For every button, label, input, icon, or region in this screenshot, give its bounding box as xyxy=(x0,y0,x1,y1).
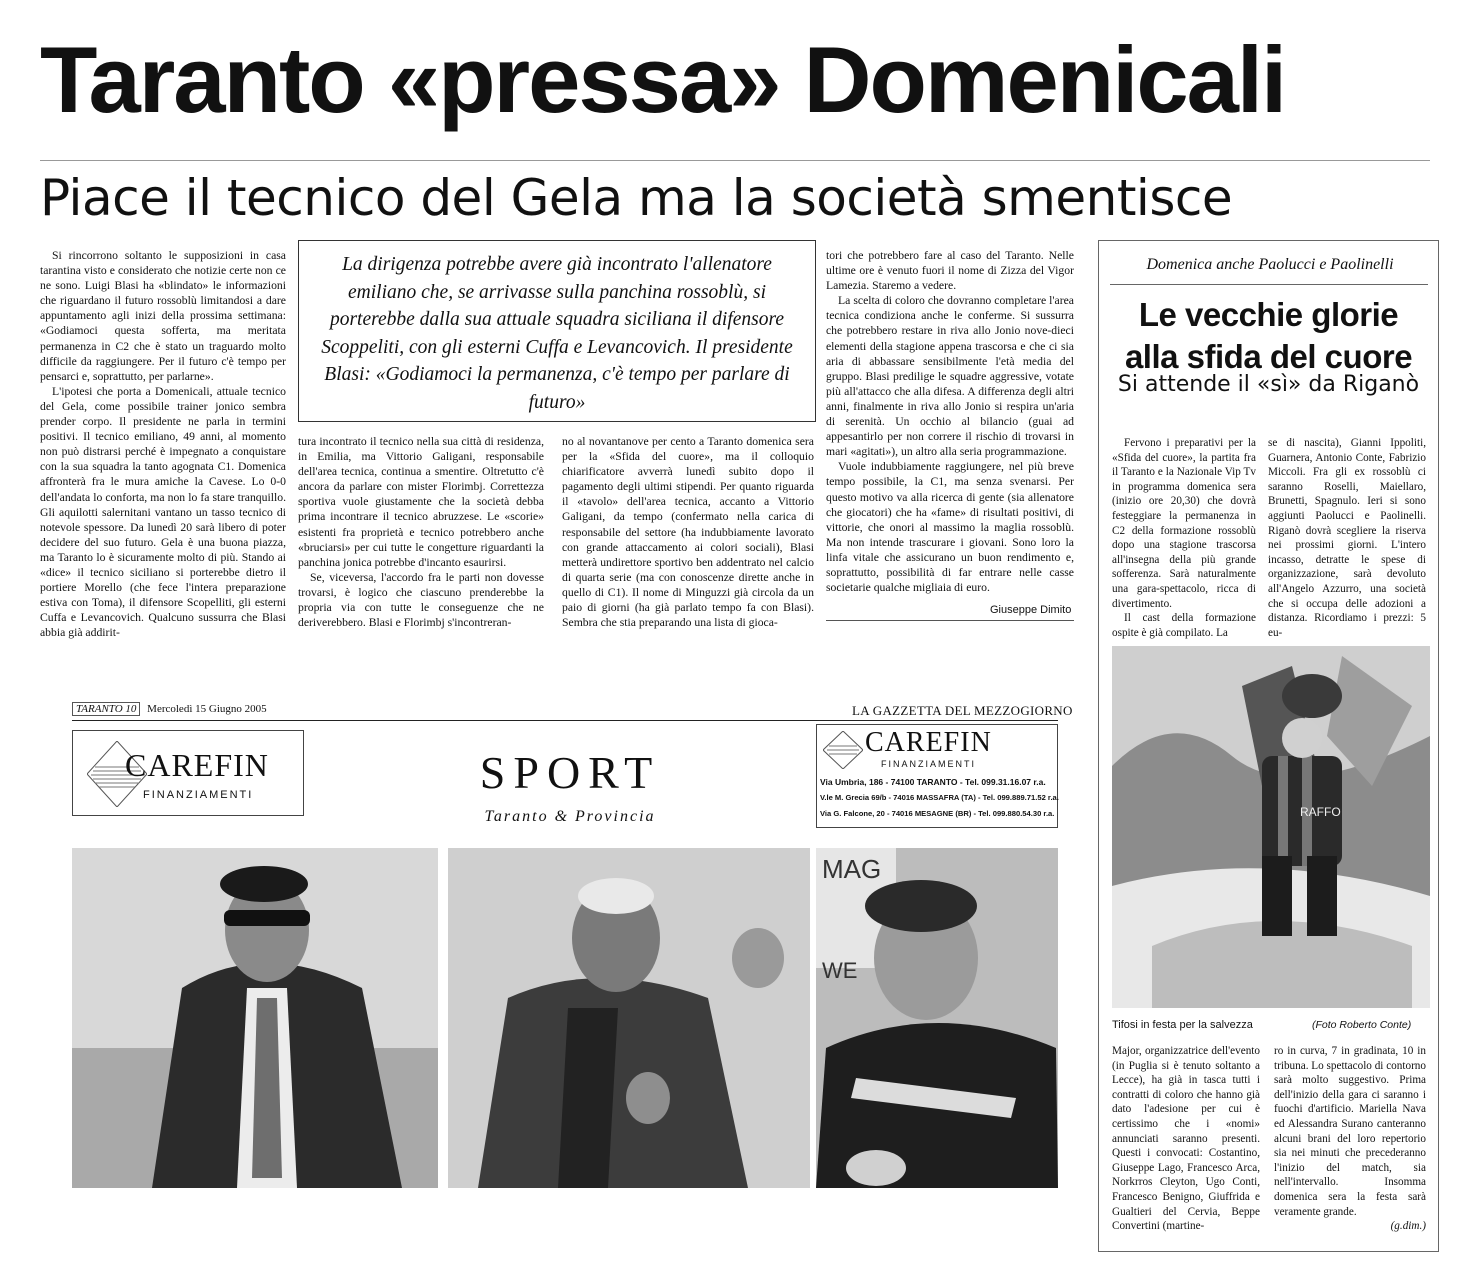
paragraph: no al novantanove per cento a Taranto domenica sera per la «Sfida del cuore», ma il colloquio chiarificatore avverrà lunedì subito dopo il pagamento degli ultimi stipendi. Per quanto riguarda il «tavolo» dell'area tecnica, accanto a Vittorio Galigani, da tempo (confermato nella carica di responsabile del settore (ha indubbiamente lavorato con grande attaccamento ai colori sociali), Blasi metterà undirettore sportivo ben addentrato nel calcio di quarta serie (ma con conoscenze dirette anche in quello di C1). Il nome di Minguzzi già circola da un paio di giorni (ha già parlato tempo fa con Blasi). Sembra che stia preparando una lista di gioca- xyxy=(562,435,814,630)
paragraph: La scelta di coloro che dovranno completare l'area tecnica condiziona anche le conferme. Si sussurra che potrebbero restare in riva allo Jonio nove-dieci elementi della stagione appena trascorsa e che ci sia aria di abbassare sensibilmente l'età media del gruppo. Blasi predilige le squadre aggressive, votate più all'attacco che alla difesa. A differenza degli altri anni, finalmente in riva allo Jonio si respira un'aria di serenità. Un occhio al bilancio (guai ad appesantirlo per non correre il rischio di trovarsi in mari «agitati»), un altro alla seria programmazione. xyxy=(826,294,1074,459)
manager-photo xyxy=(72,848,438,1188)
manager-photo-illustration xyxy=(72,848,438,1188)
carefin-ad-right xyxy=(816,724,1058,828)
byline: Giuseppe Dimito xyxy=(990,604,1072,616)
carefin-sub: FINANZIAMENTI xyxy=(143,789,254,801)
headline: Taranto «pressa» Domenicali xyxy=(40,27,1286,132)
pull-quote xyxy=(298,240,816,422)
fans-photo-illustration xyxy=(1112,646,1430,1008)
section-label: TARANTO 10 xyxy=(72,702,140,716)
carefin-brand: CAREFIN xyxy=(865,727,992,758)
paragraph: Fervono i preparativi per la «Sfida del cuore», la partita fra il Taranto e la Nazionale Vip Tv in programma domenica sera (inizio ore 20,30) che dovrà festeggiare la permanenza in C2 della formazione rossoblù dopo una stagione trascorsa all'insegna della più grande sofferenza. Sarà naturalmente una gara-spettacolo, ricca di divertimento. xyxy=(1112,437,1256,610)
sidebar-subtitle: Si attende il «sì» da Riganò xyxy=(1117,372,1420,397)
paragraph: ro in curva, 7 in gradinata, 10 in tribuna. Lo spettacolo di contorno sarà molto suggestivo. Prima dell'inizio della gara ci saranno i fuochi d'artificio. Mariella Nava ed Alessandra Surano canteranno alcuni brani del loro repertorio sia nei minuti che precederanno l'inizio del match, sia nell'intervallo. Insomma domenica sera la festa sarà veramente grande. xyxy=(1274,1045,1426,1218)
director-photo-illustration xyxy=(448,848,810,1188)
photo-credit: (Foto Roberto Conte) xyxy=(1312,1019,1412,1031)
signature: (g.dim.) xyxy=(1390,1220,1426,1233)
paragraph: Major, organizzatrice dell'evento (in Puglia si è tenuto soltanto a Lecce), ha già in tasca tutti i contratti di coloro che hanno già dato l'adesione per cui è certissimo che i «nomi» annunciati saranno presenti. Questi i convocati: Costantino, Giuseppe Lago, Francesco Arca, Norkrros Cleyton, Ugo Conti, Francesco Benigno, Giuffrida e Gualtieri del Cervia, Beppe Convertini (martine- xyxy=(1112,1045,1260,1233)
article-column-2 xyxy=(298,434,544,630)
sport-title: SPORT xyxy=(479,747,661,798)
subheadline: Piace il tecnico del Gela ma la società smentisce xyxy=(40,169,1233,227)
sidebar-column-b xyxy=(1268,436,1426,640)
jersey-text: RAFFO xyxy=(1300,805,1341,819)
article-column-4 xyxy=(826,248,1074,595)
carefin-sub: FINANZIAMENTI xyxy=(881,759,976,769)
ad-address-line: Via Umbria, 186 - 74100 TARANTO - Tel. 099.31.16.07 r.a. xyxy=(820,777,1046,787)
sidebar-title xyxy=(1100,294,1437,378)
carefin-brand: CAREFIN xyxy=(125,747,269,783)
sport-subtitle: Taranto & Provincia xyxy=(484,808,656,825)
paragraph: Vuole indubbiamente raggiungere, nel più breve tempo possibile, la C1, ma senza svenarsi. Per questo motivo va alla ricerca di gente (sia allenatore che giocatori) che ha «fame» di risultati positivi, di vittorie, che onori al massimo la maglia rossoblù. Ma non intende trascurare i giovani. Sono loro la linfa vitale che assicurano un buon rendimento e, soprattutto, possibilità di far entrare nelle casse societarie qualche migliaia di euro. xyxy=(826,460,1074,595)
page-date: Mercoledì 15 Giugno 2005 xyxy=(147,703,267,715)
pull-quote-text: La dirigenza potrebbe avere già incontrato l'allenatore emiliano che, se arrivasse sulla panchina rossoblù, si porterebbe dalla sua attuale squadra siciliana il difensore Scoppeliti, con gli esterni Cuffa e Levancovich. Il presidente Blasi: «Godiamoci la permanenza, c'è tempo per parlare di futuro» xyxy=(321,254,793,413)
sidebar-column-c xyxy=(1112,1044,1260,1234)
page-header xyxy=(72,703,267,715)
fans-photo xyxy=(1112,646,1430,1008)
sidebar-kicker-rule xyxy=(1110,284,1428,285)
paragraph: L'ipotesi che porta a Domenicali, attuale tecnico del Gela, come possibile trainer jonico sembra prender corpo. Il presidente ne parla in termini positivi. Il tecnico emiliano, 49 anni, al momento non può distrarsi perché è impegnato a conquistare con la sua squadra la tanto agognata C1. Domenica affronterà fra le mura amiche la Cavese. Lo 0-0 dell'andata lo conforta, ma non lo fa stare tranquillo. Gli aquilotti salernitani vantano un tasso tecnico di notevole spessore. Da lunedì 20 sarà libero di poter decidere del suo futuro. Gela è una buona piazza, ma Taranto lo è sicuramente molto di più. Stando ai «dice» il tecnico siciliano si porterebbe dietro il portiere Morello (che fece l'intera preparazione estiva con Toma), il difensore Scopelliti, gli esterni Cuffa e Levancovich. Qualcuno sussurra che Blasi abbia già addirit- xyxy=(40,384,286,640)
sidebar-column-a xyxy=(1112,436,1256,640)
article-column-1 xyxy=(40,248,286,640)
paragraph: se di nascita), Gianni Ippoliti, Guarnera, Antonio Conte, Fabrizio Miccoli. Fra gli ex rossoblù ci saranno Roselli, Maiellaro, Brunetti, Spagnulo. Ieri si sono aggiunti Paolucci e Paolinelli. Riganò dovrà scegliere la riserva nei prossimi giorni. L'intero incasso, detratte le spese di organizzazione, sarà devoluto all'Angelo Azzurro, una società che si occupa delle adozioni a distanza. Ricordiamo i prezzi: 5 eu- xyxy=(1268,437,1426,639)
player-photo xyxy=(816,848,1058,1188)
player-photo-illustration xyxy=(816,848,1058,1188)
paragraph: tori che potrebbero fare al caso del Taranto. Nelle ultime ore è venuto fuori il nome di Zizza del Vigor Lamezia. Staremo a vedere. xyxy=(826,249,1074,293)
byline-rule xyxy=(826,620,1074,621)
page-header-rule xyxy=(72,720,1058,721)
sidebar-title-line: Le vecchie glorie xyxy=(1138,296,1399,333)
background-sign-text: MAG xyxy=(822,854,882,884)
paragraph: Si rincorrono soltanto le supposizioni in casa tarantina visto e considerato che notizie certe non ce ne sono. Luigi Blasi ha «blindato» le informazioni che riguardano il futuro rossoblù limitandosi a dare appuntamento agli inizi della prossima settimana: «Godiamoci questa sofferta, ma meritata permanenza in C2 che è stato un traguardo molto difficile da raggiungere. Per il futuro c'è tempo per pensarci e, soprattutto, per parlarne». xyxy=(40,249,286,383)
headline-rule xyxy=(40,160,1430,161)
carefin-ad-left xyxy=(72,730,304,816)
paragraph: tura incontrato il tecnico nella sua città di residenza, in Emilia, ma Vittorio Galigani, responsabile dell'area tecnica, continua a smentire. Oltretutto c'è ancora da parlare con mister Florimbj. Correttezza sportiva vuole giustamente che la società debba prima incontrare il tecnico abruzzese. Le «scorie» esistenti fra proprietà e tecnico potrebbero anche «bruciarsi» per cui tutte le congetture riguardanti la panchina jonica potrebbe d'incanto esaurirsi. xyxy=(298,435,544,569)
ad-address-line: V.le M. Grecia 69/b - 74016 MASSAFRA (TA) - Tel. 099.889.71.52 r.a. xyxy=(820,793,1059,802)
sidebar-column-d xyxy=(1274,1044,1426,1234)
article-column-3 xyxy=(562,434,814,630)
carefin-logo-icon xyxy=(823,731,863,769)
sidebar-kicker: Domenica anche Paolucci e Paolinelli xyxy=(1146,256,1394,273)
ad-address-line: Via G. Falcone, 20 - 74016 MESAGNE (BR) - Tel. 099.880.54.30 r.a. xyxy=(820,809,1055,818)
newspaper-name: LA GAZZETTA DEL MEZZOGIORNO xyxy=(852,703,1073,718)
paragraph: Se, viceversa, l'accordo fra le parti non dovesse trovarsi, è logico che ciascuno prenderebbe la propria via con tutte le conseguenze che ne deriverebbero. Blasi e Florimbj s'incontreran- xyxy=(298,570,544,630)
sidebar-title-line: alla sfida del cuore xyxy=(1124,338,1413,375)
photo-caption: Tifosi in festa per la salvezza xyxy=(1112,1019,1253,1031)
background-sign-text: WE xyxy=(822,958,858,983)
paragraph: Il cast della formazione ospite è già compilato. La xyxy=(1112,612,1256,639)
director-photo xyxy=(448,848,810,1188)
